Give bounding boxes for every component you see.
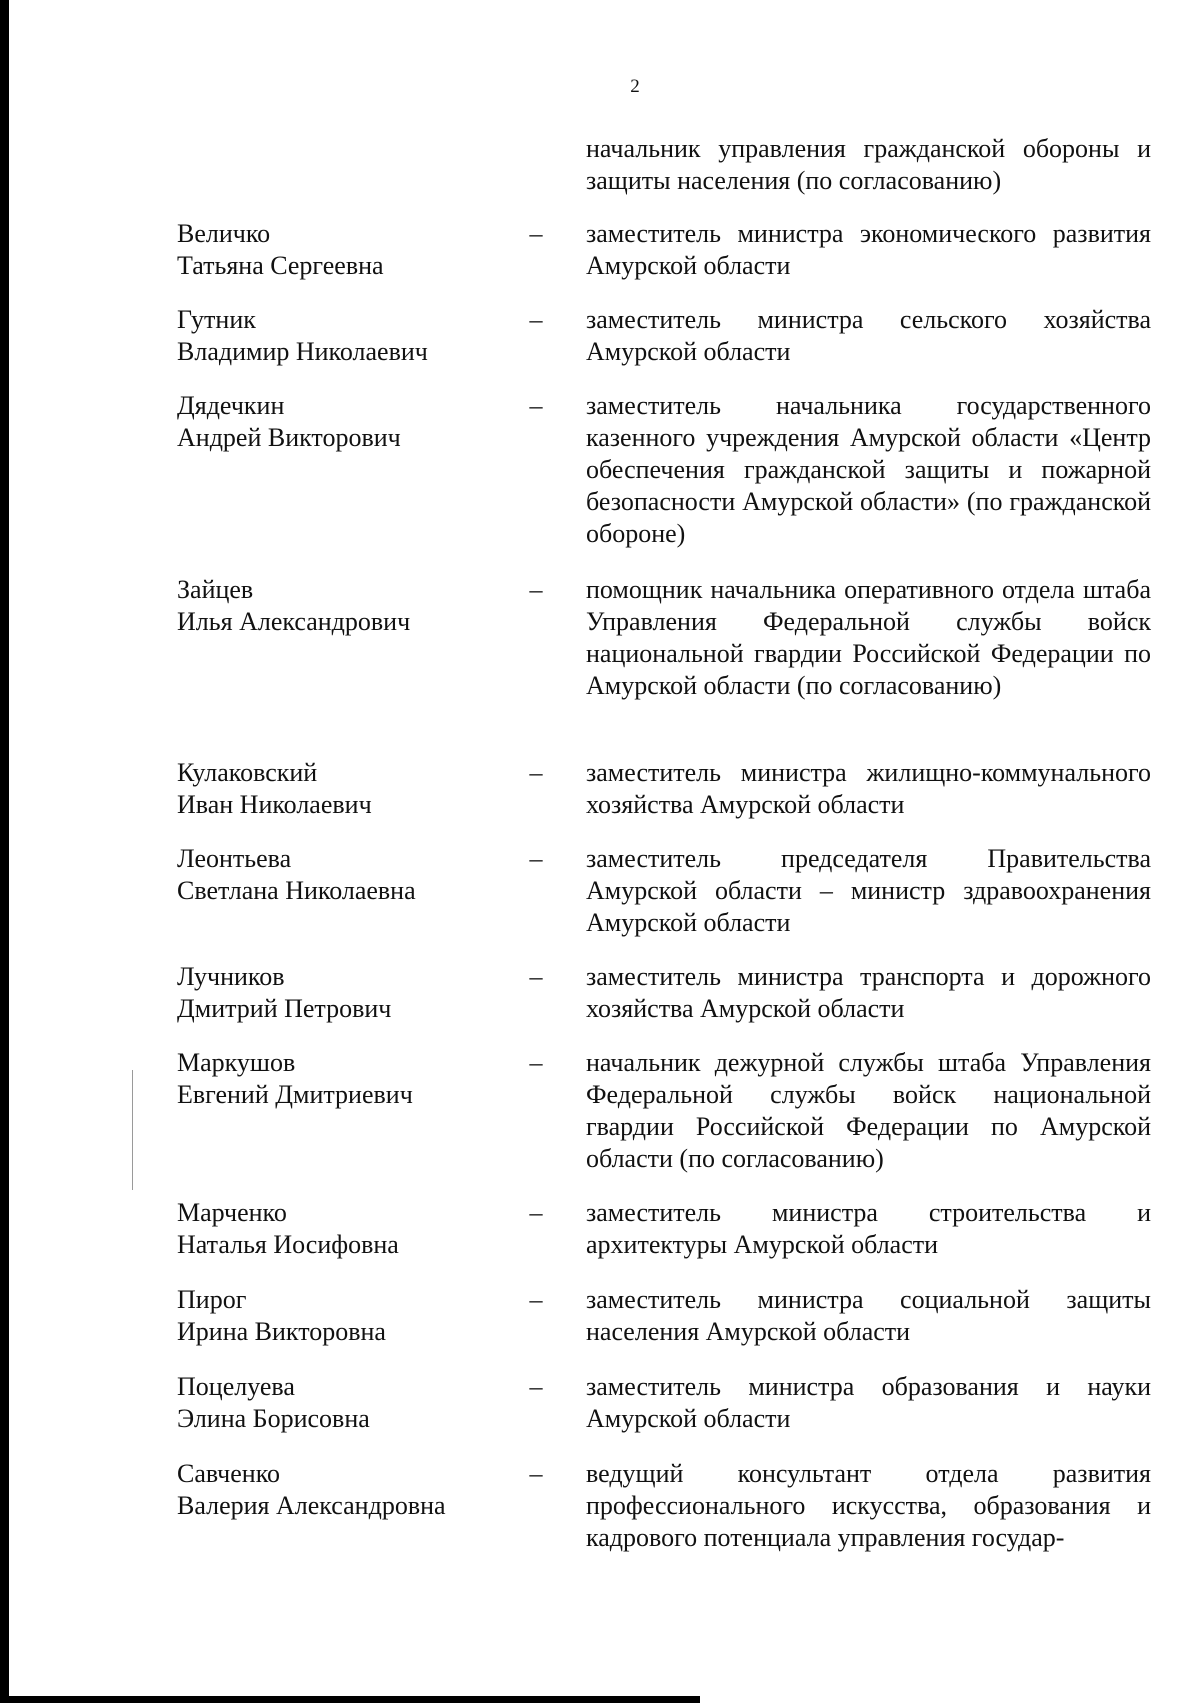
dash: – [529,844,543,873]
person-name [177,304,517,368]
person-name [177,1047,517,1111]
scan-edge-left [0,0,9,1703]
dash: – [529,1048,543,1077]
surname: Гутник [177,305,256,334]
given-name: Наталья Иосифовна [177,1230,399,1259]
person-name [177,757,517,821]
given-name: Татьяна Сергеевна [177,251,384,280]
given-name: Дмитрий Петрович [177,994,392,1023]
given-name: Илья Александрович [177,607,411,636]
given-name: Иван Николаевич [177,790,372,819]
position-text: заместитель председателя Правительства Амурской области – министр здравоохранения Амурской области [586,844,1151,937]
surname: Лучников [177,962,285,991]
surname: Савченко [177,1459,281,1488]
position-text: ведущий консультант отдела развития профессионального искусства, образования и кадрового потенциала управления государ- [586,1459,1151,1552]
given-name: Ирина Викторовна [177,1317,386,1346]
position-text: заместитель начальника государственного казенного учреждения Амурской области «Центр обеспечения гражданской защиты и пожарной безопасности Амурской области» (по гражданской обороне) [586,391,1151,548]
surname: Маркушов [177,1048,296,1077]
position-text: заместитель министра строительства и архитектуры Амурской области [586,1198,1151,1259]
surname: Леонтьева [177,844,292,873]
surname: Дядечкин [177,391,285,420]
intro-text: начальник управления гражданской обороны и защиты населения (по согласованию) [586,134,1151,195]
surname: Величко [177,219,271,248]
dash: – [529,962,543,991]
dash: – [529,1459,543,1488]
dash: – [529,305,543,334]
person-name [177,961,517,1025]
person-name [177,218,517,282]
position-text: заместитель министра образования и науки Амурской области [586,1372,1151,1433]
given-name: Андрей Викторович [177,423,401,452]
person-name [177,390,517,454]
scan-mark [132,1070,133,1190]
person-name [177,843,517,907]
position-text: начальник дежурной службы штаба Управления Федеральной службы войск национальной гвардии Российской Федерации по Амурской области (по согласованию) [586,1048,1151,1173]
position-text: заместитель министра экономического развития Амурской области [586,219,1151,280]
given-name: Владимир Николаевич [177,337,428,366]
given-name: Валерия Александровна [177,1491,446,1520]
surname: Кулаковский [177,758,318,787]
dash: – [529,391,543,420]
given-name: Элина Борисовна [177,1404,370,1433]
dash: – [529,219,543,248]
person-name [177,1458,517,1522]
surname: Зайцев [177,575,254,604]
given-name: Светлана Николаевна [177,876,416,905]
surname: Поцелуева [177,1372,295,1401]
surname: Пирог [177,1285,247,1314]
position-text: заместитель министра транспорта и дорожного хозяйства Амурской области [586,962,1151,1023]
dash: – [529,758,543,787]
position-text: заместитель министра сельского хозяйства Амурской области [586,305,1151,366]
person-name [177,1197,517,1261]
page-number: 2 [630,76,640,97]
dash: – [529,1285,543,1314]
dash: – [529,575,543,604]
position-text: заместитель министра жилищно-коммунального хозяйства Амурской области [586,758,1151,819]
dash: – [529,1198,543,1227]
person-name [177,574,517,638]
person-name [177,1284,517,1348]
scan-edge-bottom [0,1696,700,1703]
dash: – [529,1372,543,1401]
position-text: помощник начальника оперативного отдела штаба Управления Федеральной службы войск национальной гвардии Российской Федерации по Амурской области (по согласованию) [586,575,1151,700]
given-name: Евгений Дмитриевич [177,1080,413,1109]
position-text: заместитель министра социальной защиты населения Амурской области [586,1285,1151,1346]
person-name [177,1371,517,1435]
surname: Марченко [177,1198,287,1227]
